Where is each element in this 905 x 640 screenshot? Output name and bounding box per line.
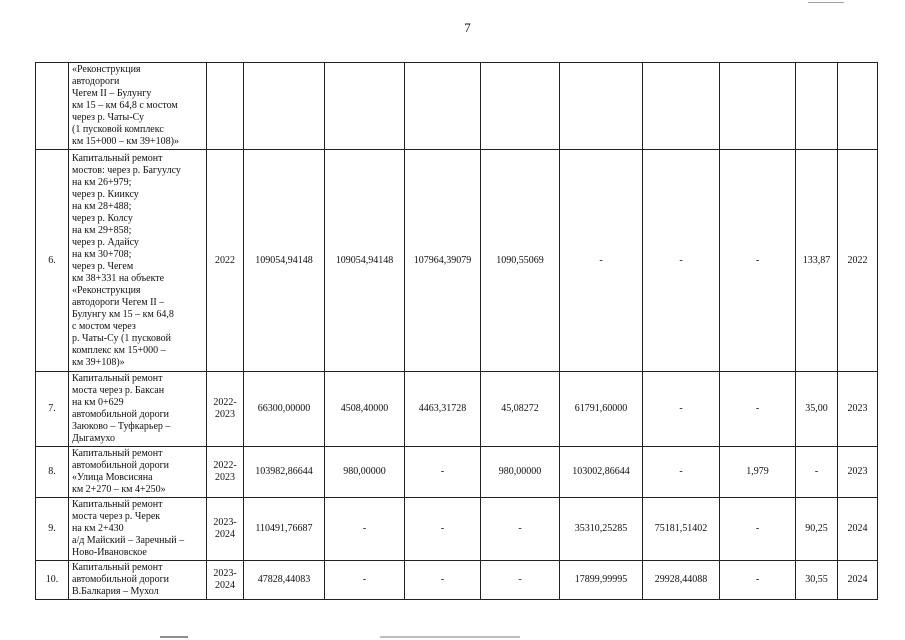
cell-year: 2022 (207, 150, 244, 372)
cell-year (207, 63, 244, 150)
cell-c8 (796, 63, 838, 150)
cell-c7: - (720, 372, 796, 447)
table-row (36, 561, 878, 600)
cell-c1: 66300,00000 (244, 372, 325, 447)
cell-num: 9. (36, 498, 69, 561)
page-number: 7 (464, 20, 471, 35)
cell-c8: 90,25 (796, 498, 838, 561)
cell-c6: - (643, 447, 720, 498)
cell-end_year (838, 63, 878, 150)
cell-c1: 47828,44083 (244, 561, 325, 600)
cell-c7: - (720, 498, 796, 561)
cell-c7: 1,979 (720, 447, 796, 498)
cell-c1: 103982,86644 (244, 447, 325, 498)
cell-c1: 109054,94148 (244, 150, 325, 372)
table-row (36, 498, 878, 561)
cell-c2: - (325, 498, 405, 561)
table-row (36, 372, 878, 447)
cell-c6: 75181,51402 (643, 498, 720, 561)
cell-c4 (481, 63, 560, 150)
cell-c3: - (405, 447, 481, 498)
cell-c5: - (560, 150, 643, 372)
cell-c4: - (481, 561, 560, 600)
table-row (36, 150, 878, 372)
cell-end_year: 2024 (838, 498, 878, 561)
cell-description: Капитальный ремонт автомобильной дороги «Улица Мовсисяна км 2+270 – км 4+250» (69, 447, 207, 498)
cell-c6: - (643, 372, 720, 447)
cell-year: 2022- 2023 (207, 447, 244, 498)
cell-description: Капитальный ремонт мостов: через р. Багуулсу на км 26+979; через р. Кииксу на км 28+488; через р. Колсу на км 29+858; через р. Адайсу на км 30+708; через р. Чегем км 38+331 на объекте «Реконструкция автодороги Чегем II – Булунгу км 15 – км 64,8 с мостом через р. Чаты-Су (1 пусковой комплекс км 15+000 – км 39+108)» (69, 150, 207, 372)
cell-end_year: 2022 (838, 150, 878, 372)
cell-c5 (560, 63, 643, 150)
cell-description: Капитальный ремонт моста через р. Баксан на км 0+629 автомобильной дороги Заюково – Туфкарьер – Дыгамухо (69, 372, 207, 447)
cell-c8: 133,87 (796, 150, 838, 372)
cell-c2: 109054,94148 (325, 150, 405, 372)
cell-description: «Реконструкция автодороги Чегем II – Булунгу км 15 – км 64,8 с мостом через р. Чаты-Су (1 пусковой комплекс км 15+000 – км 39+108)» (69, 63, 207, 150)
cell-c6: 29928,44088 (643, 561, 720, 600)
cell-num: 10. (36, 561, 69, 600)
cell-year: 2023- 2024 (207, 498, 244, 561)
cell-num (36, 63, 69, 150)
cell-c8: 30,55 (796, 561, 838, 600)
cell-c7: - (720, 561, 796, 600)
cell-c2 (325, 63, 405, 150)
cell-c6 (643, 63, 720, 150)
cell-c3: 4463,31728 (405, 372, 481, 447)
cell-end_year: 2023 (838, 447, 878, 498)
table-row (36, 63, 878, 150)
cell-c3: - (405, 561, 481, 600)
cell-num: 8. (36, 447, 69, 498)
cell-description: Капитальный ремонт автомобильной дороги В.Балкария – Мухол (69, 561, 207, 600)
cell-c2: 4508,40000 (325, 372, 405, 447)
table-row (36, 447, 878, 498)
cell-c1: 110491,76687 (244, 498, 325, 561)
cell-c3: 107964,39079 (405, 150, 481, 372)
cell-c3 (405, 63, 481, 150)
cell-c6: - (643, 150, 720, 372)
cell-c7: - (720, 150, 796, 372)
scan-mark (380, 636, 520, 638)
cell-c4: - (481, 498, 560, 561)
cell-num: 7. (36, 372, 69, 447)
cell-c7 (720, 63, 796, 150)
cell-c4: 1090,55069 (481, 150, 560, 372)
cell-c2: - (325, 561, 405, 600)
cell-c1 (244, 63, 325, 150)
cell-end_year: 2024 (838, 561, 878, 600)
cell-c5: 103002,86644 (560, 447, 643, 498)
data-table (35, 62, 878, 600)
cell-c4: 980,00000 (481, 447, 560, 498)
scan-mark (160, 636, 188, 638)
cell-year: 2022- 2023 (207, 372, 244, 447)
cell-num: 6. (36, 150, 69, 372)
cell-c5: 35310,25285 (560, 498, 643, 561)
cell-c5: 17899,99995 (560, 561, 643, 600)
cell-description: Капитальный ремонт моста через р. Черек на км 2+430 а/д Майский – Заречный – Ново-Ивановское (69, 498, 207, 561)
cell-end_year: 2023 (838, 372, 878, 447)
cell-c8: - (796, 447, 838, 498)
cell-c5: 61791,60000 (560, 372, 643, 447)
cell-year: 2023- 2024 (207, 561, 244, 600)
cell-c2: 980,00000 (325, 447, 405, 498)
cell-c8: 35,00 (796, 372, 838, 447)
table-body (36, 63, 878, 600)
scan-mark (808, 2, 844, 3)
cell-c3: - (405, 498, 481, 561)
cell-c4: 45,08272 (481, 372, 560, 447)
